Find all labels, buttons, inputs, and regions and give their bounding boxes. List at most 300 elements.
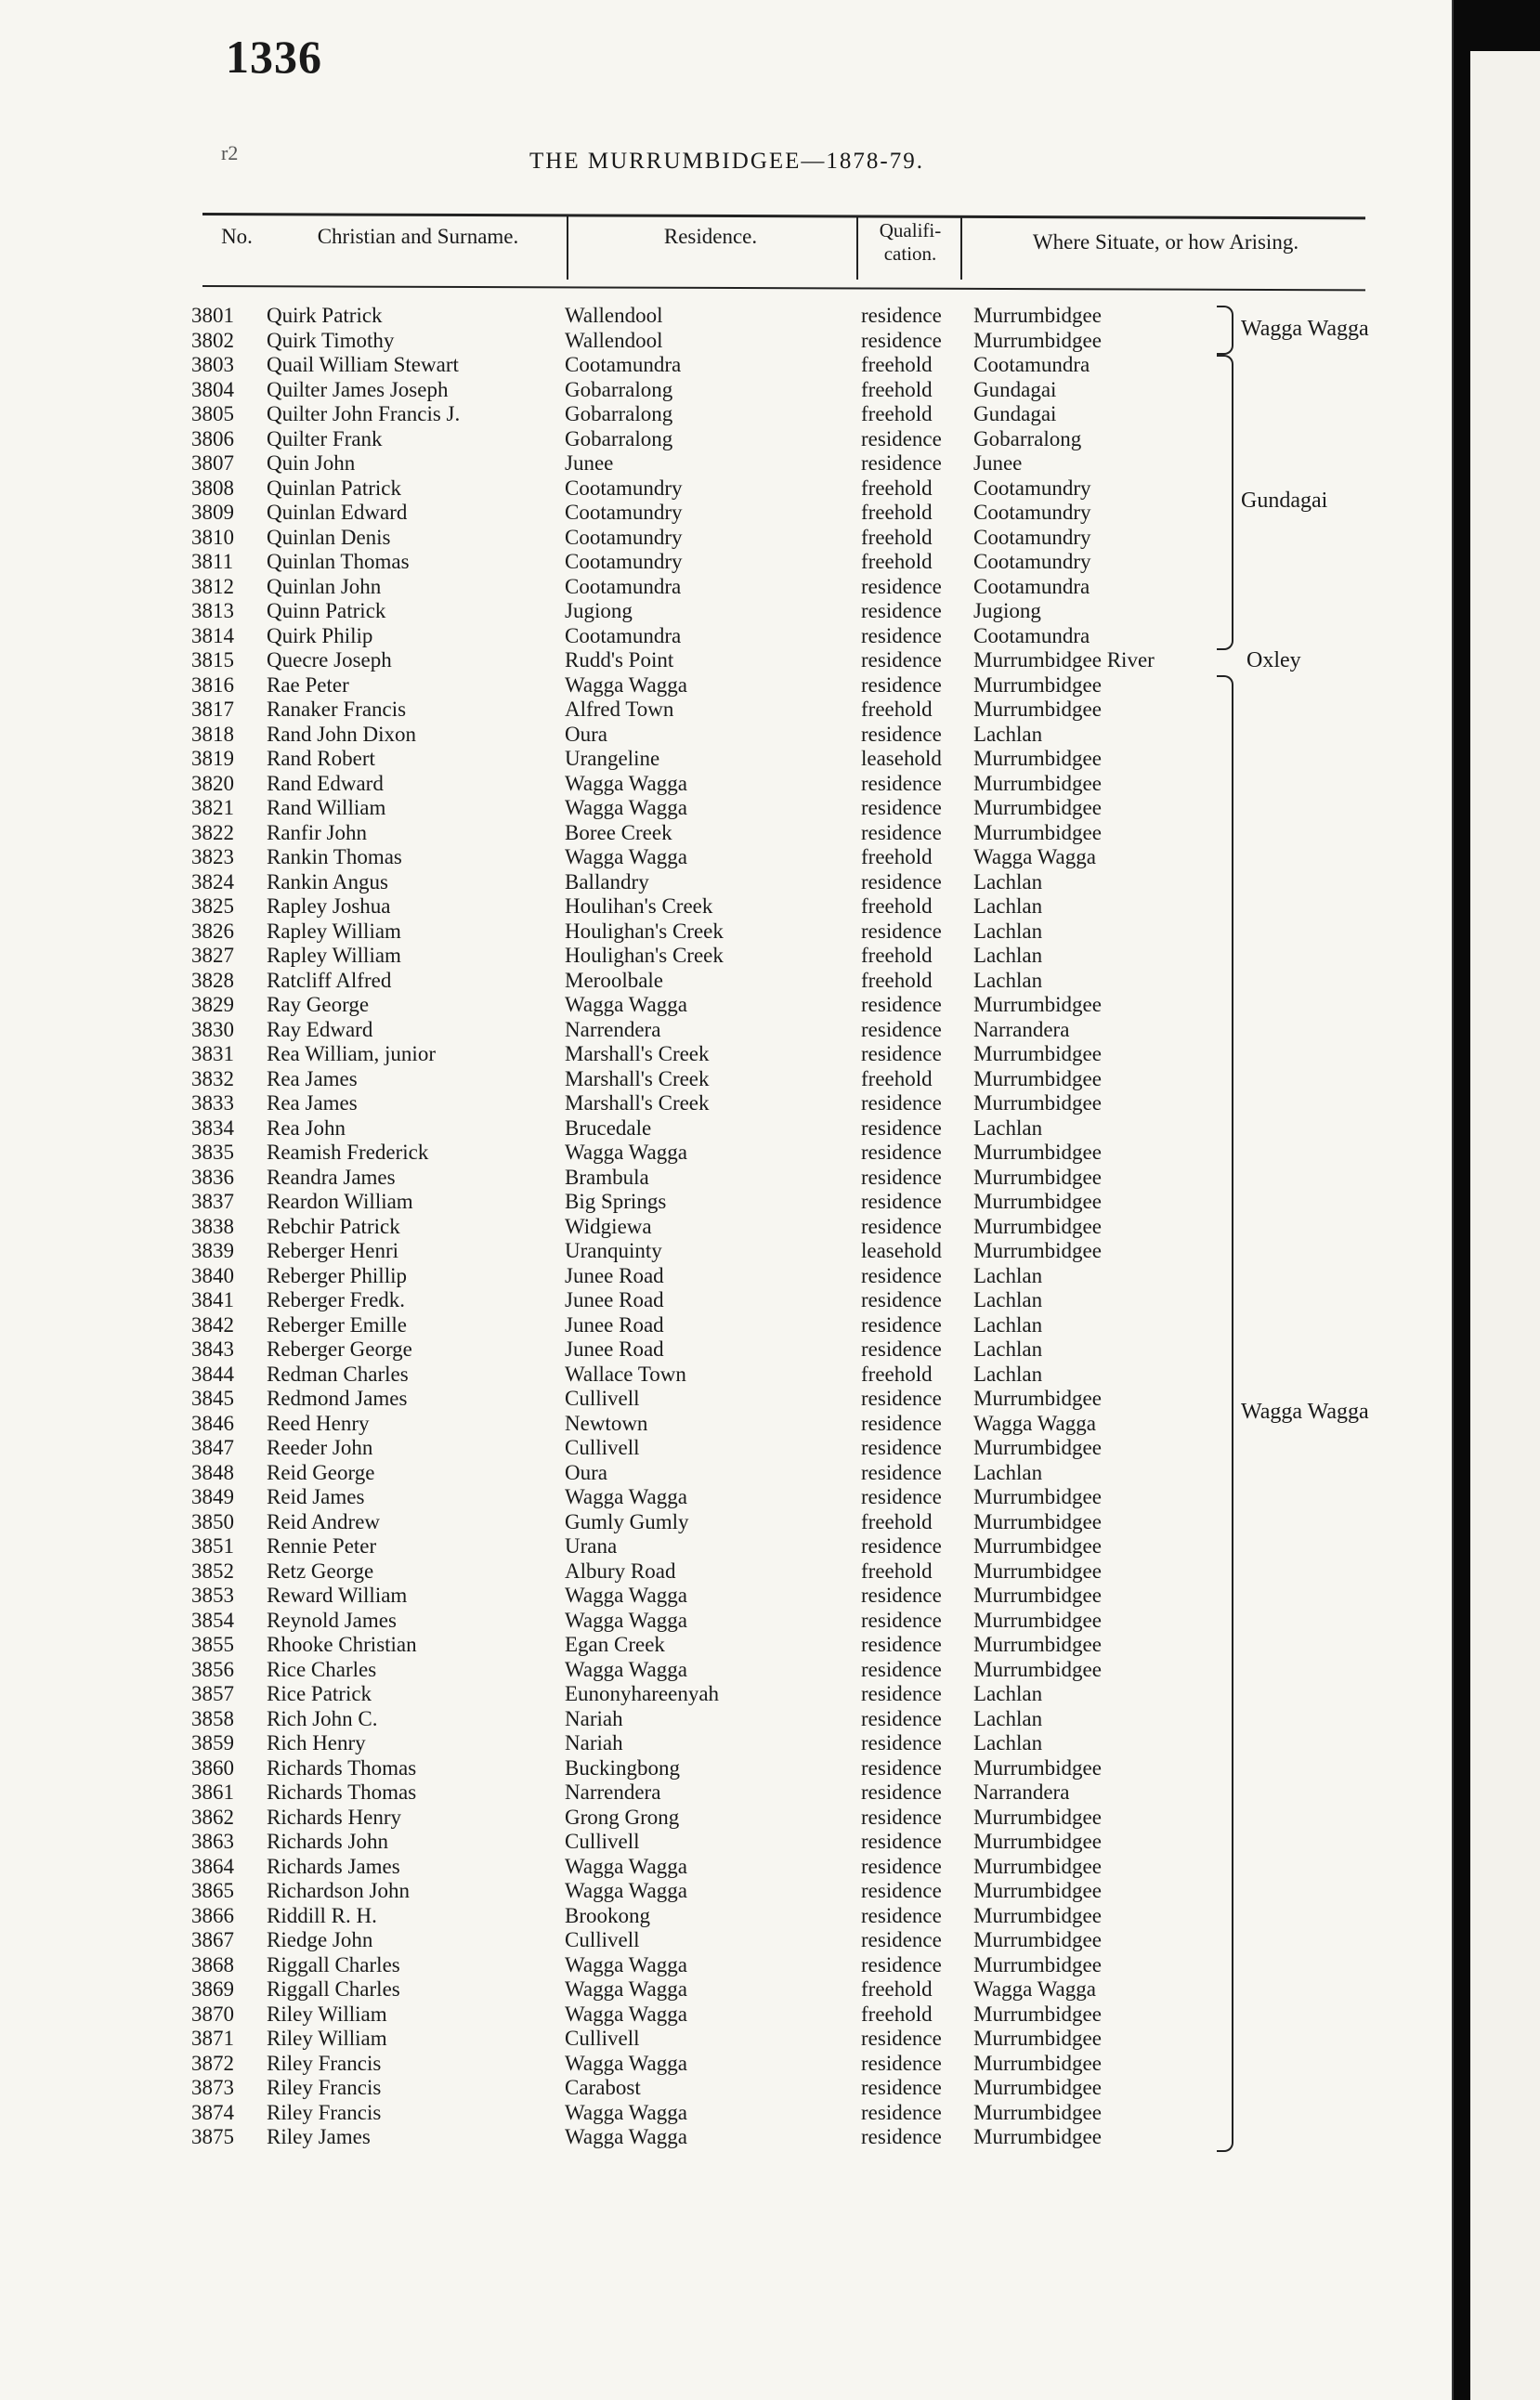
table-row [0,821,1454,845]
where-situate-cell: Wagga Wagga [973,845,1096,868]
elector-name: Rand Edward [267,771,384,795]
entry-number: 3857 [191,1682,234,1705]
elector-name: Richardson John [267,1879,410,1902]
residence-cell: Cootamundra [565,623,682,647]
table-row [0,599,1454,623]
next-page-edge [1470,51,1540,2400]
entry-number: 3831 [191,1042,234,1065]
where-situate-cell: Cootamundra [973,353,1090,376]
table-row [0,2052,1454,2076]
residence-cell: Egan Creek [565,1633,665,1656]
residence-cell: Wallace Town [565,1362,686,1386]
residence-cell: Cootamundra [565,574,682,598]
entry-number: 3822 [191,820,234,844]
qualification-cell: residence [861,1288,942,1311]
entry-number: 3833 [191,1091,234,1115]
group-label: Oxley [1246,648,1301,673]
where-situate-cell: Murrumbidgee [973,1903,1102,1927]
residence-cell: Nariah [565,1706,623,1730]
residence-cell: Gumly Gumly [565,1509,689,1533]
entry-number: 3823 [191,845,234,868]
residence-cell: Rudd's Point [565,648,674,672]
where-situate-cell: Lachlan [973,1706,1043,1730]
elector-name: Rapley William [267,919,401,943]
residence-cell: Jugiong [565,599,633,622]
where-situate-cell: Murrumbidgee [973,2002,1102,2026]
elector-name: Redman Charles [267,1362,409,1386]
where-situate-cell: Cootamundra [973,574,1090,598]
elector-name: Ratcliff Alfred [267,968,392,992]
entry-number: 3869 [191,1977,234,2001]
table-row [0,698,1454,722]
elector-name: Reberger Henri [267,1239,398,1262]
entry-number: 3807 [191,451,234,475]
where-situate-cell: Murrumbidgee [973,2076,1102,2099]
residence-cell: Nariah [565,1731,623,1754]
elector-name: Retz George [267,1559,374,1583]
residence-cell: Carabost [565,2076,641,2099]
entry-number: 3816 [191,672,234,697]
table-row [0,329,1454,353]
entry-number: 3810 [191,525,234,549]
qualification-cell: residence [861,1879,942,1902]
where-situate-cell: Murrumbidgee [973,1239,1102,1262]
elector-name: Redmond James [267,1387,408,1410]
qualification-cell: residence [861,1214,942,1238]
where-situate-cell: Lachlan [973,968,1043,992]
entry-number: 3872 [191,2051,234,2075]
residence-cell: Wagga Wagga [565,796,687,819]
table-row [0,501,1454,525]
residence-cell: Gobarralong [565,402,673,425]
where-situate-cell: Murrumbidgee [973,1559,1102,1583]
qualification-cell: freehold [861,550,933,573]
entry-number: 3804 [191,377,234,401]
qualification-cell: freehold [861,944,933,967]
residence-cell: Houlighan's Creek [565,919,724,943]
table-row [0,1091,1454,1115]
elector-name: Quail William Stewart [267,353,459,376]
entry-number: 3868 [191,1952,234,1976]
qualification-cell: freehold [861,402,933,425]
elector-name: Quirk Patrick [267,304,383,327]
entry-number: 3801 [191,304,234,327]
residence-cell: Wagga Wagga [565,1608,687,1632]
elector-name: Rapley William [267,944,401,967]
qualification-cell: residence [861,1165,942,1189]
elector-name: Riggall Charles [267,1977,400,2001]
qualification-cell: residence [861,328,942,352]
table-row [0,1166,1454,1190]
column-divider-residence [567,216,568,280]
qualification-cell: residence [861,1706,942,1730]
table-row [0,476,1454,501]
qualification-cell: residence [861,1854,942,1878]
entry-number: 3853 [191,1584,234,1607]
where-situate-cell: Murrumbidgee [973,1190,1102,1213]
entry-number: 3811 [191,550,234,573]
table-row [0,1977,1454,2002]
residence-cell: Houlighan's Creek [565,944,724,967]
entry-number: 3821 [191,796,234,819]
table-row [0,2101,1454,2125]
entry-number: 3812 [191,574,234,598]
elector-name: Reynold James [267,1608,397,1632]
header-rule-bottom [202,285,1365,291]
entry-number: 3858 [191,1706,234,1730]
where-situate-cell: Murrumbidgee [973,796,1102,819]
elector-name: Riley Francis [267,2051,382,2075]
elector-name: Reandra James [267,1165,396,1189]
entry-number: 3828 [191,968,234,992]
table-row [0,451,1454,476]
table-row [0,1190,1454,1214]
where-situate-cell: Murrumbidgee [973,2051,1102,2075]
table-row [0,1239,1454,1263]
where-situate-cell: Murrumbidgee [973,698,1102,721]
residence-cell: Widgiewa [565,1214,652,1238]
elector-name: Ray Edward [267,1017,373,1041]
entry-number: 3802 [191,328,234,352]
table-row [0,1485,1454,1509]
table-row [0,1067,1454,1091]
elector-name: Quilter John Francis J. [267,402,461,425]
qualification-cell: residence [861,1460,942,1484]
elector-name: Rea William, junior [267,1042,436,1065]
section-mark: r2 [221,141,239,164]
elector-name: Rice Patrick [267,1682,372,1705]
where-situate-cell: Murrumbidgee [973,1854,1102,1878]
elector-name: Rennie Peter [267,1534,377,1558]
table-row [0,993,1454,1017]
residence-cell: Urana [565,1534,618,1558]
entry-number: 3848 [191,1460,234,1484]
elector-name: Richards John [267,1830,388,1853]
where-situate-cell: Murrumbidgee [973,1165,1102,1189]
qualification-cell: residence [861,1042,942,1065]
qualification-cell: residence [861,869,942,893]
table-row [0,870,1454,894]
residence-cell: Wallendool [565,304,663,327]
table-row [0,402,1454,426]
header-name: Christian and Surname. [317,225,519,248]
residence-cell: Wagga Wagga [565,993,687,1016]
table-row [0,1412,1454,1436]
residence-cell: Newtown [565,1411,648,1435]
table-row [0,1855,1454,1879]
entry-number: 3820 [191,771,234,795]
table-row [0,1707,1454,1731]
residence-cell: Wagga Wagga [565,1977,687,2001]
elector-name: Rand Robert [267,747,375,770]
residence-cell: Narrendera [565,1017,661,1041]
residence-cell: Wagga Wagga [565,2100,687,2124]
table-row [0,1879,1454,1903]
entry-number: 3856 [191,1657,234,1681]
elector-name: Reberger Fredk. [267,1288,406,1311]
residence-cell: Boree Creek [565,820,672,844]
where-situate-cell: Murrumbidgee [973,1952,1102,1976]
qualification-cell: freehold [861,2002,933,2026]
elector-name: Richards Thomas [267,1755,417,1780]
table-row [0,673,1454,698]
elector-name: Rand William [267,796,386,819]
where-situate-cell: Murrumbidgee [973,1436,1102,1459]
qualification-cell: residence [861,1755,942,1780]
where-situate-cell: Murrumbidgee [973,2125,1102,2148]
entry-number: 3813 [191,599,234,622]
residence-cell: Marshall's Creek [565,1091,710,1115]
entry-number: 3849 [191,1485,234,1508]
where-situate-cell: Murrumbidgee [973,672,1102,697]
header-qualification-text: Qualifi-cation. [879,219,942,265]
entry-number: 3861 [191,1780,234,1804]
where-situate-cell: Murrumbidgee [973,1657,1102,1681]
where-situate-cell: Murrumbidgee [973,1755,1102,1780]
table-row [0,1215,1454,1239]
where-situate-cell: Cootamundry [973,550,1091,573]
entry-number: 3846 [191,1411,234,1435]
table-row [0,1584,1454,1608]
residence-cell: Buckingbong [565,1755,680,1780]
entry-number: 3851 [191,1534,234,1558]
qualification-cell: residence [861,1830,942,1853]
table-row [0,648,1454,672]
where-situate-cell: Cootamundry [973,525,1091,549]
table-row [0,1363,1454,1387]
elector-name: Quinlan Patrick [267,476,401,500]
residence-cell: Junee Road [565,1288,664,1311]
qualification-cell: residence [861,1657,942,1681]
residence-cell: Cootamundry [565,525,683,549]
qualification-cell: freehold [861,1509,933,1533]
table-row [0,526,1454,550]
qualification-cell: freehold [861,377,933,401]
elector-name: Ranfir John [267,820,367,844]
where-situate-cell: Murrumbidgee [973,2100,1102,2124]
elector-name: Quirk Philip [267,623,373,647]
entry-number: 3836 [191,1165,234,1189]
residence-cell: Brambula [565,1165,649,1189]
table-row [0,1780,1454,1805]
residence-cell: Wagga Wagga [565,1952,687,1976]
table-row [0,378,1454,402]
entry-number: 3814 [191,623,234,647]
qualification-cell: residence [861,1411,942,1435]
table-row [0,1806,1454,1830]
residence-cell: Cullivell [565,1436,640,1459]
where-situate-cell: Cootamundra [973,623,1090,647]
where-situate-cell: Lachlan [973,1312,1043,1337]
table-row [0,624,1454,648]
header-where: Where Situate, or how Arising. [1032,230,1299,254]
elector-name: Reberger Phillip [267,1263,407,1287]
where-situate-cell: Murrumbidgee [973,1830,1102,1853]
table-row [0,969,1454,993]
elector-name: Reid Andrew [267,1509,381,1533]
table-row [0,1141,1454,1165]
residence-cell: Grong Grong [565,1805,680,1829]
elector-name: Rand John Dixon [267,722,416,746]
group-brace [1217,355,1233,650]
residence-cell: Cullivell [565,1387,640,1410]
qualification-cell: residence [861,599,942,622]
qualification-cell: residence [861,574,942,598]
entry-number: 3826 [191,919,234,943]
table-row [0,353,1454,377]
where-situate-cell: Murrumbidgee River [973,648,1155,672]
qualification-cell: residence [861,1436,942,1459]
qualification-cell: residence [861,1387,942,1410]
qualification-cell: residence [861,1312,942,1337]
elector-name: Rae Peter [267,672,349,697]
entry-number: 3809 [191,501,234,524]
table-row [0,304,1454,328]
table-row [0,747,1454,771]
residence-cell: Wagga Wagga [565,1485,687,1508]
entry-number: 3845 [191,1387,234,1410]
elector-name: Quinn Patrick [267,599,386,622]
residence-cell: Gobarralong [565,377,673,401]
qualification-cell: residence [861,771,942,795]
where-situate-cell: Murrumbidgee [973,1066,1102,1090]
qualification-cell: freehold [861,1066,933,1090]
elector-name: Reberger George [267,1337,412,1361]
group-brace [1217,675,1233,2152]
header-qualification [862,219,959,266]
where-situate-cell: Lachlan [973,1337,1043,1361]
where-situate-cell: Jugiong [973,599,1041,622]
entry-number: 3819 [191,747,234,770]
elector-name: Ray George [267,993,370,1016]
where-situate-cell: Lachlan [973,869,1043,893]
qualification-cell: residence [861,820,942,844]
group-label: Wagga Wagga [1241,1399,1369,1424]
residence-cell: Marshall's Creek [565,1042,710,1065]
entry-number: 3805 [191,402,234,425]
qualification-cell: residence [861,1584,942,1607]
qualification-cell: freehold [861,1977,933,2001]
residence-cell: Gobarralong [565,426,673,450]
residence-cell: Wagga Wagga [565,771,687,795]
residence-cell: Wagga Wagga [565,1584,687,1607]
table-row [0,1928,1454,1952]
table-row [0,550,1454,574]
elector-name: Rankin Angus [267,869,388,893]
entry-number: 3875 [191,2125,234,2148]
residence-cell: Brookong [565,1903,650,1927]
table-row [0,1559,1454,1584]
residence-cell: Alfred Town [565,698,674,721]
where-situate-cell: Lachlan [973,1731,1043,1754]
qualification-cell: freehold [861,894,933,918]
table-row [0,1658,1454,1682]
elector-name: Rankin Thomas [267,845,402,868]
header-rule-top [202,213,1365,219]
elector-name: Rice Charles [267,1657,377,1681]
elector-name: Reid James [267,1485,365,1508]
residence-cell: Wagga Wagga [565,2002,687,2026]
where-situate-cell: Gundagai [973,402,1057,425]
residence-cell: Big Springs [565,1190,667,1213]
where-situate-cell: Murrumbidgee [973,1214,1102,1238]
where-situate-cell: Murrumbidgee [973,820,1102,844]
qualification-cell: freehold [861,968,933,992]
where-situate-cell: Lachlan [973,1460,1043,1484]
entry-number: 3865 [191,1879,234,1902]
table-row [0,1018,1454,1042]
entry-number: 3806 [191,426,234,450]
entry-number: 3839 [191,1239,234,1262]
elector-name: Quilter James Joseph [267,377,449,401]
residence-cell: Albury Road [565,1559,676,1583]
residence-cell: Oura [565,722,607,746]
where-situate-cell: Lachlan [973,894,1043,918]
where-situate-cell: Murrumbidgee [973,304,1102,327]
table-row [0,1337,1454,1362]
group-brace [1217,306,1233,355]
entry-number: 3827 [191,944,234,967]
table-row [0,1436,1454,1460]
residence-cell: Eunonyhareenyah [565,1682,720,1705]
qualification-cell: freehold [861,501,933,524]
qualification-cell: residence [861,1903,942,1927]
table-row [0,1510,1454,1534]
entry-number: 3832 [191,1066,234,1090]
residence-cell: Wallendool [565,328,663,352]
elector-name: Richards James [267,1854,400,1878]
qualification-cell: residence [861,1534,942,1558]
entry-number: 3844 [191,1362,234,1386]
page-edge [1452,0,1454,2400]
elector-name: Reeder John [267,1436,373,1459]
table-row [0,1534,1454,1559]
where-situate-cell: Murrumbidgee [973,1633,1102,1656]
where-situate-cell: Murrumbidgee [973,1091,1102,1115]
qualification-cell: residence [861,451,942,475]
residence-cell: Wagga Wagga [565,1141,687,1164]
elector-name: Riley William [267,2002,387,2026]
entry-number: 3843 [191,1337,234,1361]
table-row [0,1609,1454,1633]
entry-number: 3864 [191,1854,234,1878]
elector-name: Rea James [267,1091,358,1115]
entry-number: 3870 [191,2002,234,2026]
entry-number: 3855 [191,1633,234,1656]
elector-name: Riddill R. H. [267,1903,377,1927]
residence-cell: Wagga Wagga [565,1854,687,1878]
entry-number: 3824 [191,869,234,893]
qualification-cell: residence [861,1141,942,1164]
table-row [0,2125,1454,2149]
elector-name: Rhooke Christian [267,1633,417,1656]
elector-name: Riley James [267,2125,371,2148]
elector-name: Rapley Joshua [267,894,391,918]
where-situate-cell: Junee [973,451,1023,475]
table-row [0,2027,1454,2051]
elector-name: Rebchir Patrick [267,1214,400,1238]
table-row [0,1116,1454,1141]
header-residence: Residence. [663,225,758,248]
elector-name: Quirk Timothy [267,328,395,352]
residence-cell: Cullivell [565,1928,640,1951]
where-situate-cell: Murrumbidgee [973,328,1102,352]
where-situate-cell: Murrumbidgee [973,1928,1102,1951]
entry-number: 3871 [191,2027,234,2050]
table-row [0,1682,1454,1706]
elector-name: Riley Francis [267,2076,382,2099]
elector-name: Rea James [267,1066,358,1090]
